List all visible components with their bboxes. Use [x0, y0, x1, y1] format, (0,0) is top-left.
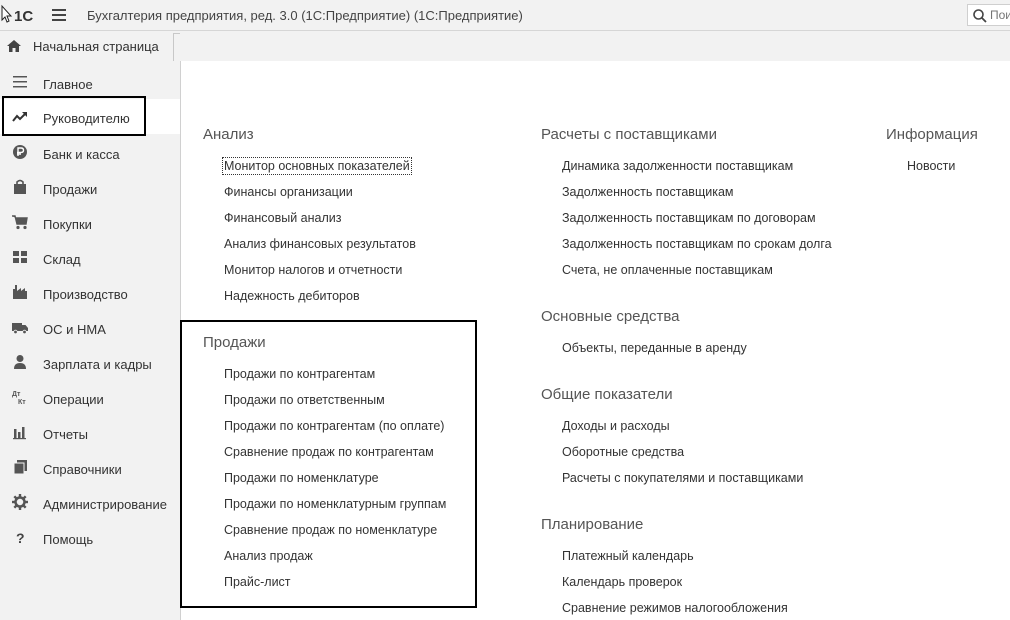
sidebar-item-reports[interactable]	[0, 414, 180, 449]
bag-icon	[11, 178, 29, 196]
1c-logo[interactable]	[0, 4, 42, 26]
link-suppliers[interactable]: Счета, не оплаченные поставщикам	[562, 263, 773, 277]
dt-kt-icon	[11, 388, 29, 406]
sidebar-item-bank[interactable]	[0, 134, 180, 169]
search-box[interactable]	[967, 4, 1010, 26]
sidebar-item-label: Отчеты	[43, 427, 88, 442]
cart-icon	[11, 213, 29, 231]
sidebar-item-label: ОС и НМА	[43, 322, 106, 337]
section-title-info: Информация	[886, 126, 978, 143]
link-general[interactable]: Доходы и расходы	[562, 419, 670, 433]
link-analysis[interactable]: Финансы организации	[224, 185, 353, 199]
link-sales[interactable]: Сравнение продаж по контрагентам	[224, 445, 434, 459]
trend-icon	[11, 108, 29, 126]
search-icon[interactable]	[972, 8, 988, 24]
ruble-icon	[11, 143, 29, 161]
warehouse-icon	[11, 248, 29, 266]
sidebar-item-label: Справочники	[43, 462, 122, 477]
sidebar-item-warehouse[interactable]	[0, 239, 180, 274]
sidebar-item-label: Склад	[43, 252, 81, 267]
sidebar-item-label: Администрирование	[43, 497, 167, 512]
sidebar-item-label: Банк и касса	[43, 147, 120, 162]
person-icon	[11, 353, 29, 371]
link-sales[interactable]: Продажи по номенклатурным группам	[224, 497, 447, 511]
title-bar	[0, 0, 1010, 31]
link-planning[interactable]: Сравнение режимов налогообложения	[562, 601, 788, 615]
svg-text:Дт: Дт	[12, 391, 21, 398]
section-title-planning: Планирование	[541, 516, 644, 533]
factory-icon	[11, 283, 29, 301]
sidebar-item-fixed-assets[interactable]	[0, 309, 180, 344]
sidebar-item-label: Зарплата и кадры	[43, 357, 152, 372]
question-icon	[11, 528, 29, 546]
sidebar-item-label: Производство	[43, 287, 128, 302]
link-sales[interactable]: Сравнение продаж по номенклатуре	[224, 523, 438, 537]
svg-text:Кт: Кт	[18, 399, 26, 406]
sidebar-item-label: Покупки	[43, 217, 92, 232]
link-analysis[interactable]: Анализ финансовых результатов	[224, 237, 416, 251]
sidebar-item-operations[interactable]	[0, 379, 180, 414]
sidebar-item-admin[interactable]	[0, 484, 180, 519]
link-info[interactable]: Новости	[907, 159, 956, 173]
link-sales[interactable]: Продажи по номенклатуре	[224, 471, 379, 485]
bar-chart-icon	[11, 423, 29, 441]
svg-text:?: ?	[16, 530, 25, 546]
home-icon	[6, 38, 22, 54]
link-suppliers[interactable]: Задолженность поставщикам по срокам долга	[562, 237, 832, 251]
link-suppliers[interactable]: Задолженность поставщикам по договорам	[562, 211, 816, 225]
link-planning[interactable]: Календарь проверок	[562, 575, 683, 589]
sidebar-item-main[interactable]	[0, 64, 180, 99]
link-analysis[interactable]: Монитор налогов и отчетности	[224, 263, 403, 277]
gear-icon	[11, 493, 29, 511]
sidebar-item-sales[interactable]	[0, 169, 180, 204]
section-title-fixed-assets: Основные средства	[541, 308, 680, 325]
truck-icon	[11, 318, 29, 336]
link-analysis[interactable]: Надежность дебиторов	[224, 289, 360, 303]
sidebar-item-manager[interactable]	[0, 99, 180, 134]
svg-text:1С: 1С	[14, 8, 34, 25]
app-title: Бухгалтерия предприятия, ред. 3.0 (1С:Предприятие) (1С:Предприятие)	[87, 8, 523, 23]
sidebar-item-label: Операции	[43, 392, 104, 407]
link-fixed-assets[interactable]: Объекты, переданные в аренду	[562, 341, 747, 355]
sidebar-item-salary[interactable]	[0, 344, 180, 379]
link-suppliers[interactable]: Динамика задолженности поставщикам	[562, 159, 794, 173]
menu-icon[interactable]	[52, 9, 66, 21]
list-icon	[11, 73, 29, 91]
link-sales[interactable]: Прайс-лист	[224, 575, 291, 589]
books-icon	[11, 458, 29, 476]
sidebar-item-label: Продажи	[43, 182, 98, 197]
sidebar-item-production[interactable]	[0, 274, 180, 309]
tab-separator	[173, 33, 180, 61]
sidebar-item-purchases[interactable]	[0, 204, 180, 239]
sidebar-item-label: Помощь	[43, 532, 94, 547]
sidebar	[0, 61, 181, 620]
section-title-suppliers: Расчеты с поставщиками	[541, 126, 717, 143]
main-content	[181, 61, 1010, 620]
link-general[interactable]: Оборотные средства	[562, 445, 685, 459]
link-sales[interactable]: Продажи по контрагентам	[224, 367, 376, 381]
link-sales[interactable]: Продажи по контрагентам (по оплате)	[224, 419, 445, 433]
sidebar-item-label: Главное	[43, 77, 93, 92]
link-analysis[interactable]: Монитор основных показателей	[224, 159, 410, 173]
sidebar-item-catalogs[interactable]	[0, 449, 180, 484]
tab-home[interactable]	[0, 31, 172, 61]
tab-home-label: Начальная страница	[33, 39, 159, 54]
link-analysis[interactable]: Финансовый анализ	[224, 211, 342, 225]
sidebar-item-help[interactable]	[0, 519, 180, 554]
link-general[interactable]: Расчеты с покупателями и поставщиками	[562, 471, 804, 485]
section-title-general: Общие показатели	[541, 386, 673, 403]
link-planning[interactable]: Платежный календарь	[562, 549, 694, 563]
link-sales[interactable]: Анализ продаж	[224, 549, 313, 563]
sidebar-item-label: Руководителю	[43, 111, 130, 126]
section-title-analysis: Анализ	[203, 126, 254, 143]
tabs-bar	[0, 31, 1010, 61]
link-sales[interactable]: Продажи по ответственным	[224, 393, 385, 407]
link-suppliers[interactable]: Задолженность поставщикам	[562, 185, 734, 199]
search-input[interactable]	[990, 7, 1010, 23]
section-title-sales: Продажи	[203, 334, 266, 351]
